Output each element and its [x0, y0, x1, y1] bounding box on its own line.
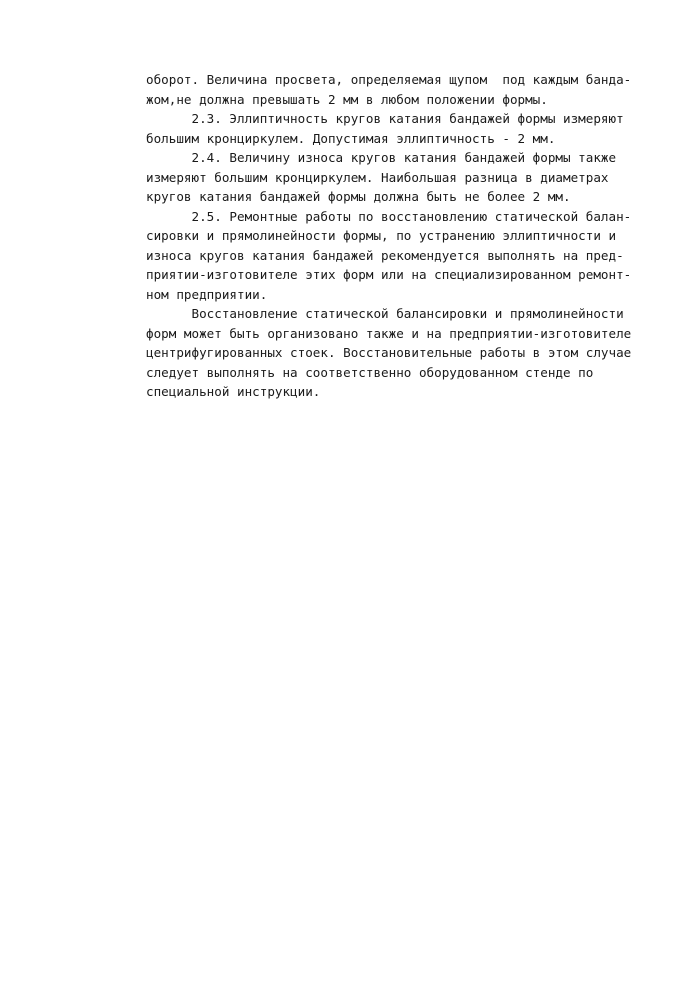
text-line: 2.5. Ремонтные работы по восстановлению статической балан- — [146, 208, 632, 224]
text-line: форм может быть организовано также и на предприятии-изготовителе — [146, 325, 632, 341]
text-line: 2.4. Величину износа кругов катания бандажей формы также — [146, 150, 617, 165]
text-line: большим кронциркулем. Допустимая эллиптичность - 2 мм. — [146, 130, 556, 146]
text-line: 2.3. Эллиптичность кругов катания бандажей формы измеряют — [146, 111, 624, 126]
body-text — [146, 70, 646, 402]
text-line: ном предприятии. — [146, 286, 268, 302]
text-line: следует выполнять на соответственно оборудованном стенде по — [146, 364, 594, 380]
text-line: кругов катания бандажей формы должна быть не более 2 мм. — [146, 189, 571, 204]
text-line: специальной инструкции. — [146, 384, 321, 399]
text-line: измеряют большим кронциркулем. Наибольшая разница в диаметрах — [146, 169, 609, 185]
text-line: сировки и прямолинейности формы, по устранению эллиптичности и — [146, 228, 617, 243]
text-line: оборот. Величина просвета, определяемая щупом под каждым банда- — [146, 72, 632, 87]
text-line: приятии-изготовителе этих форм или на специализированном ремонт- — [146, 267, 632, 282]
text-line: Восстановление статической балансировки и прямолинейности — [146, 306, 624, 321]
text-line: износа кругов катания бандажей рекомендуется выполнять на пред- — [146, 247, 624, 263]
text-line: центрифугированных стоек. Восстановительные работы в этом случае — [146, 345, 632, 360]
text-line: жом,не должна превышать 2 мм в любом положении формы. — [146, 91, 548, 107]
